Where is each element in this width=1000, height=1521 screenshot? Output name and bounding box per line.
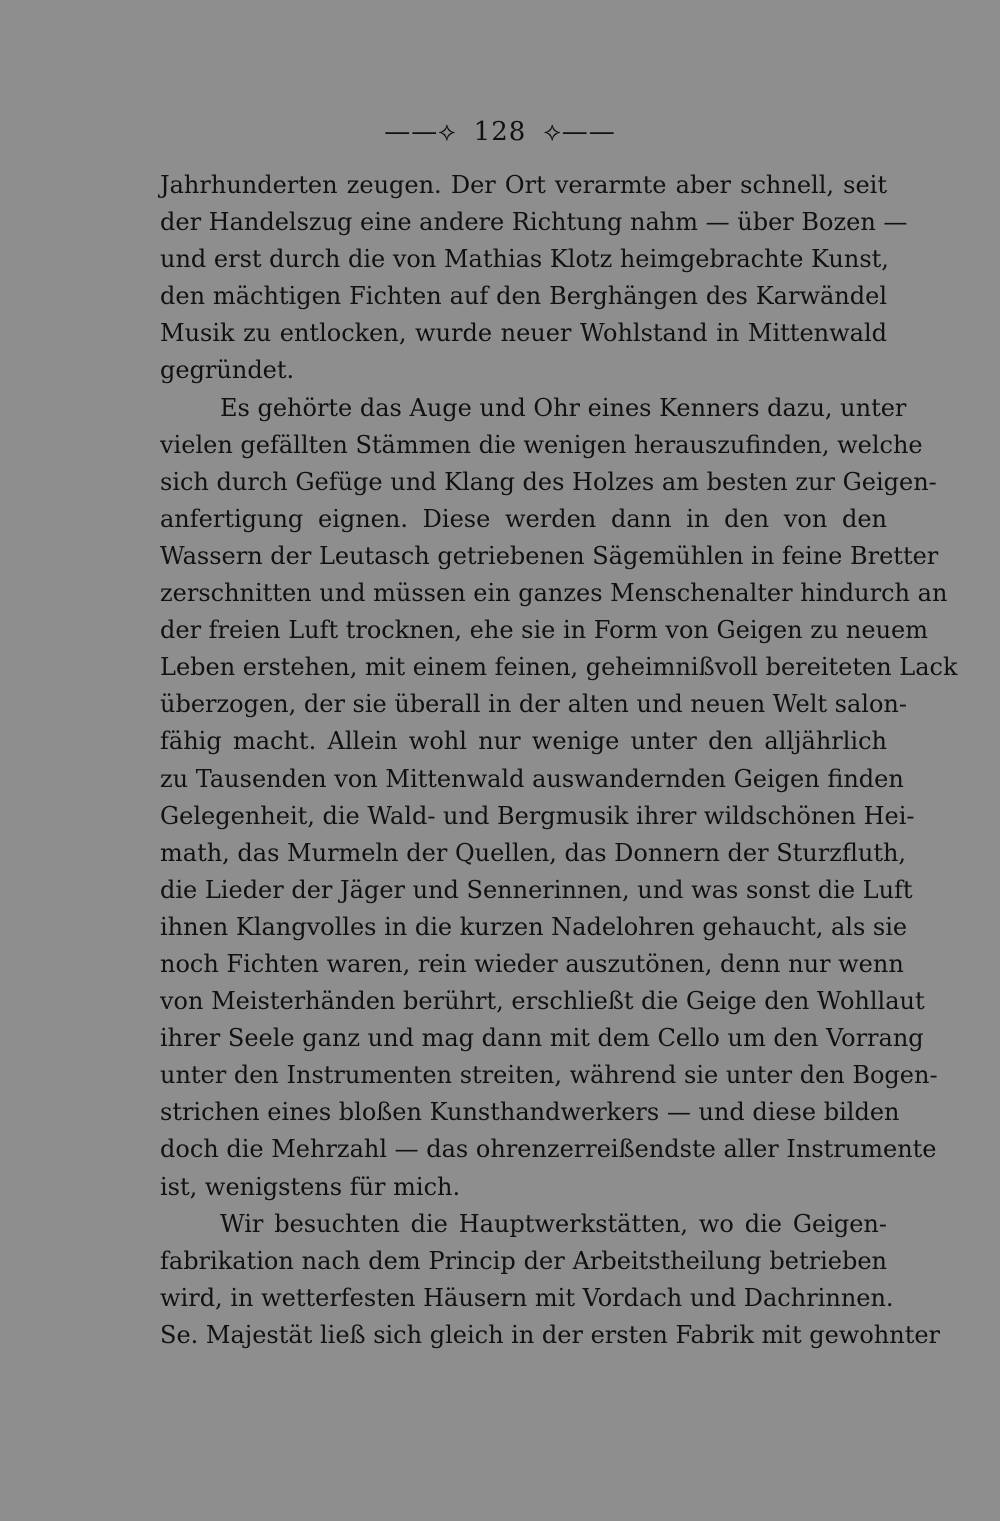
text-line: Wassern der Leutasch getriebenen Sägemühlen in feine Bretter	[160, 541, 939, 570]
body-text	[160, 167, 958, 1354]
text-line: wird, in wetterfesten Häusern mit Vordach und Dachrinnen.	[160, 1283, 894, 1312]
text-line: Se. Majestät ließ sich gleich in der ersten Fabrik mit gewohnter	[160, 1320, 941, 1349]
text-line: und erst durch die von Mathias Klotz heimgebrachte Kunst,	[160, 245, 889, 274]
text-line: zu Tausenden von Mittenwald auswandernden Geigen finden	[160, 764, 904, 793]
text-line: Jahrhunderten zeugen. Der Ort verarmte aber schnell, seit	[160, 171, 887, 199]
text-line: doch die Mehrzahl — das ohrenzerreißendste aller Instrumente	[160, 1135, 937, 1164]
text-line: ihrer Seele ganz und mag dann mit dem Cello um den Vorrang	[160, 1024, 924, 1053]
text-line: Wir besuchten die Hauptwerkstätten, wo die Geigen-	[220, 1209, 887, 1238]
text-line: math, das Murmeln der Quellen, das Donnern der Sturzfluth,	[160, 838, 907, 867]
text-line: ihnen Klangvolles in die kurzen Nadelohren gehaucht, als sie	[160, 912, 908, 941]
page-header	[0, 117, 1000, 148]
text-line: ist, wenigstens für mich.	[160, 1172, 461, 1201]
text-line: zerschnitten und müssen ein ganzes Menschenalter hindurch an	[160, 579, 948, 608]
text-line: den mächtigen Fichten auf den Berghängen des Karwändel	[160, 282, 887, 311]
text-line: der Handelszug eine andere Richtung nahm — über Bozen —	[160, 208, 908, 237]
text-line: überzogen, der sie überall in der alten und neuen Welt salon-	[160, 690, 907, 719]
text-line: vielen gefällten Stämmen die wenigen herauszufinden, welche	[160, 430, 923, 459]
text-line: anfertigung eignen. Diese werden dann in den von den	[160, 504, 887, 533]
text-line: noch Fichten waren, rein wieder auszutönen, denn nur wenn	[160, 949, 904, 978]
page-number: 128	[473, 117, 527, 147]
text-line: Gelegenheit, die Wald- und Bergmusik ihrer wildschönen Hei-	[160, 801, 915, 830]
ornament-right: ⟡——	[543, 117, 616, 147]
text-line: fabrikation nach dem Princip der Arbeitstheilung betrieben	[160, 1246, 887, 1275]
text-line: der freien Luft trocknen, ehe sie in Form von Geigen zu neuem	[160, 616, 928, 645]
text-line: Musik zu entlocken, wurde neuer Wohlstand in Mittenwald	[160, 319, 887, 348]
ornament-left: ——⟡	[384, 117, 457, 147]
text-line: von Meisterhänden berührt, erschließt die Geige den Wohllaut	[160, 987, 925, 1016]
text-line: die Lieder der Jäger und Sennerinnen, und was sonst die Luft	[160, 875, 913, 904]
text-line: Es gehörte das Auge und Ohr eines Kenners dazu, unter	[220, 393, 907, 422]
text-line: fähig macht. Allein wohl nur wenige unter den alljährlich	[160, 727, 887, 756]
text-line: unter den Instrumenten streiten, während sie unter den Bogen-	[160, 1061, 938, 1090]
text-line: strichen eines bloßen Kunsthandwerkers — und diese bilden	[160, 1098, 900, 1127]
text-line: Leben erstehen, mit einem feinen, geheimnißvoll bereiteten Lack	[160, 653, 958, 682]
text-line: gegründet.	[160, 356, 295, 385]
text-line: sich durch Gefüge und Klang des Holzes am besten zur Geigen-	[160, 467, 937, 496]
